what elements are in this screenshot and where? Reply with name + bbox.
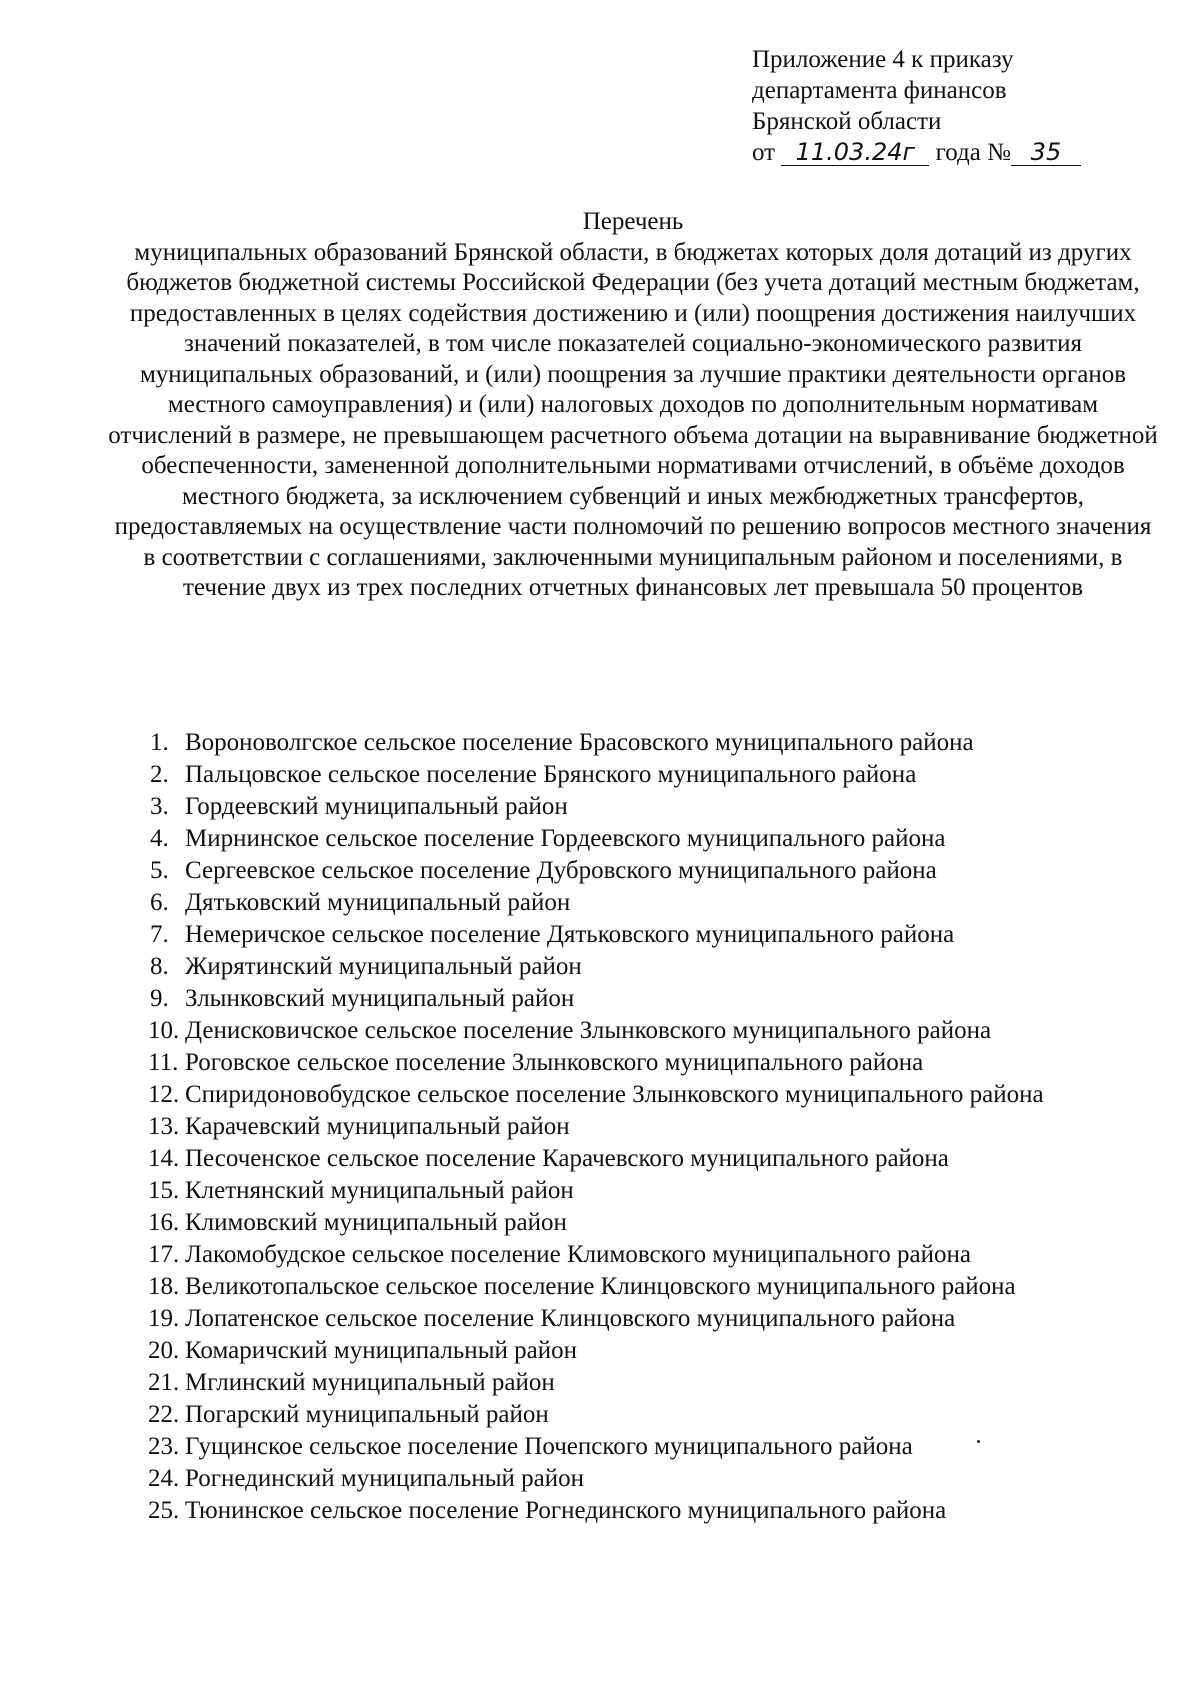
list-item-number: 3. [150, 793, 169, 820]
list-item [150, 759, 1160, 791]
list-item-text: Вороноволгское сельское поселение Брасовского муниципального района [185, 729, 974, 756]
list-item-text: Лакомобудское сельское поселение Климовского муниципального района [185, 1241, 971, 1268]
annex-line-1: Приложение 4 к приказу [752, 46, 1014, 73]
list-item-text: Роговское сельское поселение Злынковского муниципального района [185, 1049, 924, 1076]
list-item [150, 1015, 1160, 1047]
annex-line-2: департамента финансов [752, 77, 1007, 104]
list-item-number: 24. [148, 1465, 180, 1492]
document-heading: Перечень [582, 208, 684, 235]
list-item [150, 1047, 1160, 1079]
list-item [150, 887, 1160, 919]
list-item [150, 727, 1160, 759]
list-item [150, 1271, 1160, 1303]
list-item-text: Денисковичское сельское поселение Злынковского муниципального района [185, 1017, 992, 1044]
list-item-number: 6. [150, 889, 169, 916]
list-item [150, 1239, 1160, 1271]
list-item [150, 1175, 1160, 1207]
list-item [150, 983, 1160, 1015]
list-item-text: Мглинский муниципальный район [185, 1369, 555, 1396]
list-item [150, 823, 1160, 855]
list-item-text: Рогнединский муниципальный район [185, 1465, 584, 1492]
list-item-number: 1. [150, 729, 169, 756]
list-item-text: Немеричское сельское поселение Дятьковского муниципального района [185, 921, 955, 948]
list-item [150, 1431, 1160, 1463]
list-item [150, 1079, 1160, 1111]
list-item-text: Лопатенское сельское поселение Клинцовского муниципального района [185, 1305, 956, 1332]
list-item [150, 1463, 1160, 1495]
list-item-number: 23. [148, 1433, 180, 1460]
list-item-text: Злынковский муниципальный район [185, 985, 575, 1012]
list-item-number: 7. [150, 921, 169, 948]
handwritten-date: 11.03.24г [781, 139, 929, 166]
list-item [150, 1303, 1160, 1335]
list-item-number: 15. [148, 1177, 180, 1204]
list-item-text: Клетнянский муниципальный район [185, 1177, 574, 1204]
list-item [150, 855, 1160, 887]
list-item-text: Мирнинское сельское поселение Гордеевского муниципального района [185, 825, 946, 852]
list-item-number: 9. [150, 985, 169, 1012]
list-item-text: Пальцовское сельское поселение Брянского муниципального района [185, 761, 917, 788]
list-item-text: Климовский муниципальный район [185, 1209, 567, 1236]
list-item-text: Тюнинское сельское поселение Рогнединского муниципального района [185, 1497, 947, 1524]
list-item-text: Гущинское сельское поселение Почепского муниципального района [185, 1433, 913, 1460]
list-item [150, 1399, 1160, 1431]
municipality-list [150, 727, 1160, 1527]
list-item-number: 17. [148, 1241, 180, 1268]
list-item-number: 10. [148, 1017, 180, 1044]
list-item-number: 14. [148, 1145, 180, 1172]
list-item-text: Спиридоновобудское сельское поселение Злынковского муниципального района [185, 1081, 1044, 1108]
list-item-text: Комаричский муниципальный район [185, 1337, 577, 1364]
list-item [150, 1143, 1160, 1175]
from-label: от [752, 139, 776, 166]
list-item-number: 2. [150, 761, 169, 788]
list-item-number: 8. [150, 953, 169, 980]
list-item [150, 1335, 1160, 1367]
year-label: года [935, 139, 981, 166]
annex-order-line [752, 137, 1172, 168]
list-item-text: Песоченское сельское поселение Карачевского муниципального района [185, 1145, 949, 1172]
list-item [150, 919, 1160, 951]
list-item-number: 4. [150, 825, 169, 852]
list-item-number: 25. [148, 1497, 180, 1524]
list-item-text: Жирятинский муниципальный район [185, 953, 582, 980]
list-item-number: 5. [150, 857, 169, 884]
list-item-number: 22. [148, 1401, 180, 1428]
list-item-number: 20. [148, 1337, 180, 1364]
list-item-number: 16. [148, 1209, 180, 1236]
list-item [150, 951, 1160, 983]
document-title-block [108, 207, 1158, 604]
list-item-text: Погарский муниципальный район [185, 1401, 549, 1428]
annex-header [752, 44, 1172, 168]
handwritten-number: 35 [1011, 139, 1081, 166]
list-item-text: Великотопальское сельское поселение Клинцовского муниципального района [185, 1273, 1016, 1300]
list-item-number: 11. [148, 1049, 179, 1076]
list-item-text: Сергеевское сельское поселение Дубровского муниципального района [185, 857, 937, 884]
list-item [150, 791, 1160, 823]
list-item [150, 1495, 1160, 1527]
list-item-number: 19. [148, 1305, 180, 1332]
list-item [150, 1367, 1160, 1399]
list-item-number: 21. [148, 1369, 180, 1396]
list-item-text: Дятьковский муниципальный район [185, 889, 571, 916]
list-item [150, 1111, 1160, 1143]
list-item-number: 18. [148, 1273, 180, 1300]
list-item-text: Карачевский муниципальный район [185, 1113, 570, 1140]
document-subtitle: муниципальных образований Брянской области, в бюджетах которых доля дотаций из других бюджетов бюджетной системы Российской Федерации (без учета дотаций местным бюджетам, предоставленных в целях содействия достижению и (или) поощрения достижения наилучших значений показателей, в том числе показателей социально-экономического развития муниципальных образований, и (или) поощрения за лучшие практики деятельности органов местного самоуправления) и (или) налоговых доходов по дополнительным нормативам отчислений в размере, не превышающем расчетного объема дотации на выравнивание бюджетной обеспеченности, замененной дополнительными нормативами отчислений, в объёме доходов местного бюджета, за исключением субвенций и иных межбюджетных трансфертов, предоставляемых на осуществление части полномочий по решению вопросов местного значения в соответствии с соглашениями, заключенными муниципальным районом и поселениями, в течение двух из трех последних отчетных финансовых лет превышала 50 процентов [108, 238, 1158, 601]
list-item-number: 12. [148, 1081, 180, 1108]
number-label: № [987, 139, 1011, 166]
list-item-number: 13. [148, 1113, 180, 1140]
list-item [150, 1207, 1160, 1239]
annex-line-3: Брянской области [752, 108, 942, 135]
scan-speck [977, 1440, 980, 1443]
list-item-text: Гордеевский муниципальный район [185, 793, 568, 820]
